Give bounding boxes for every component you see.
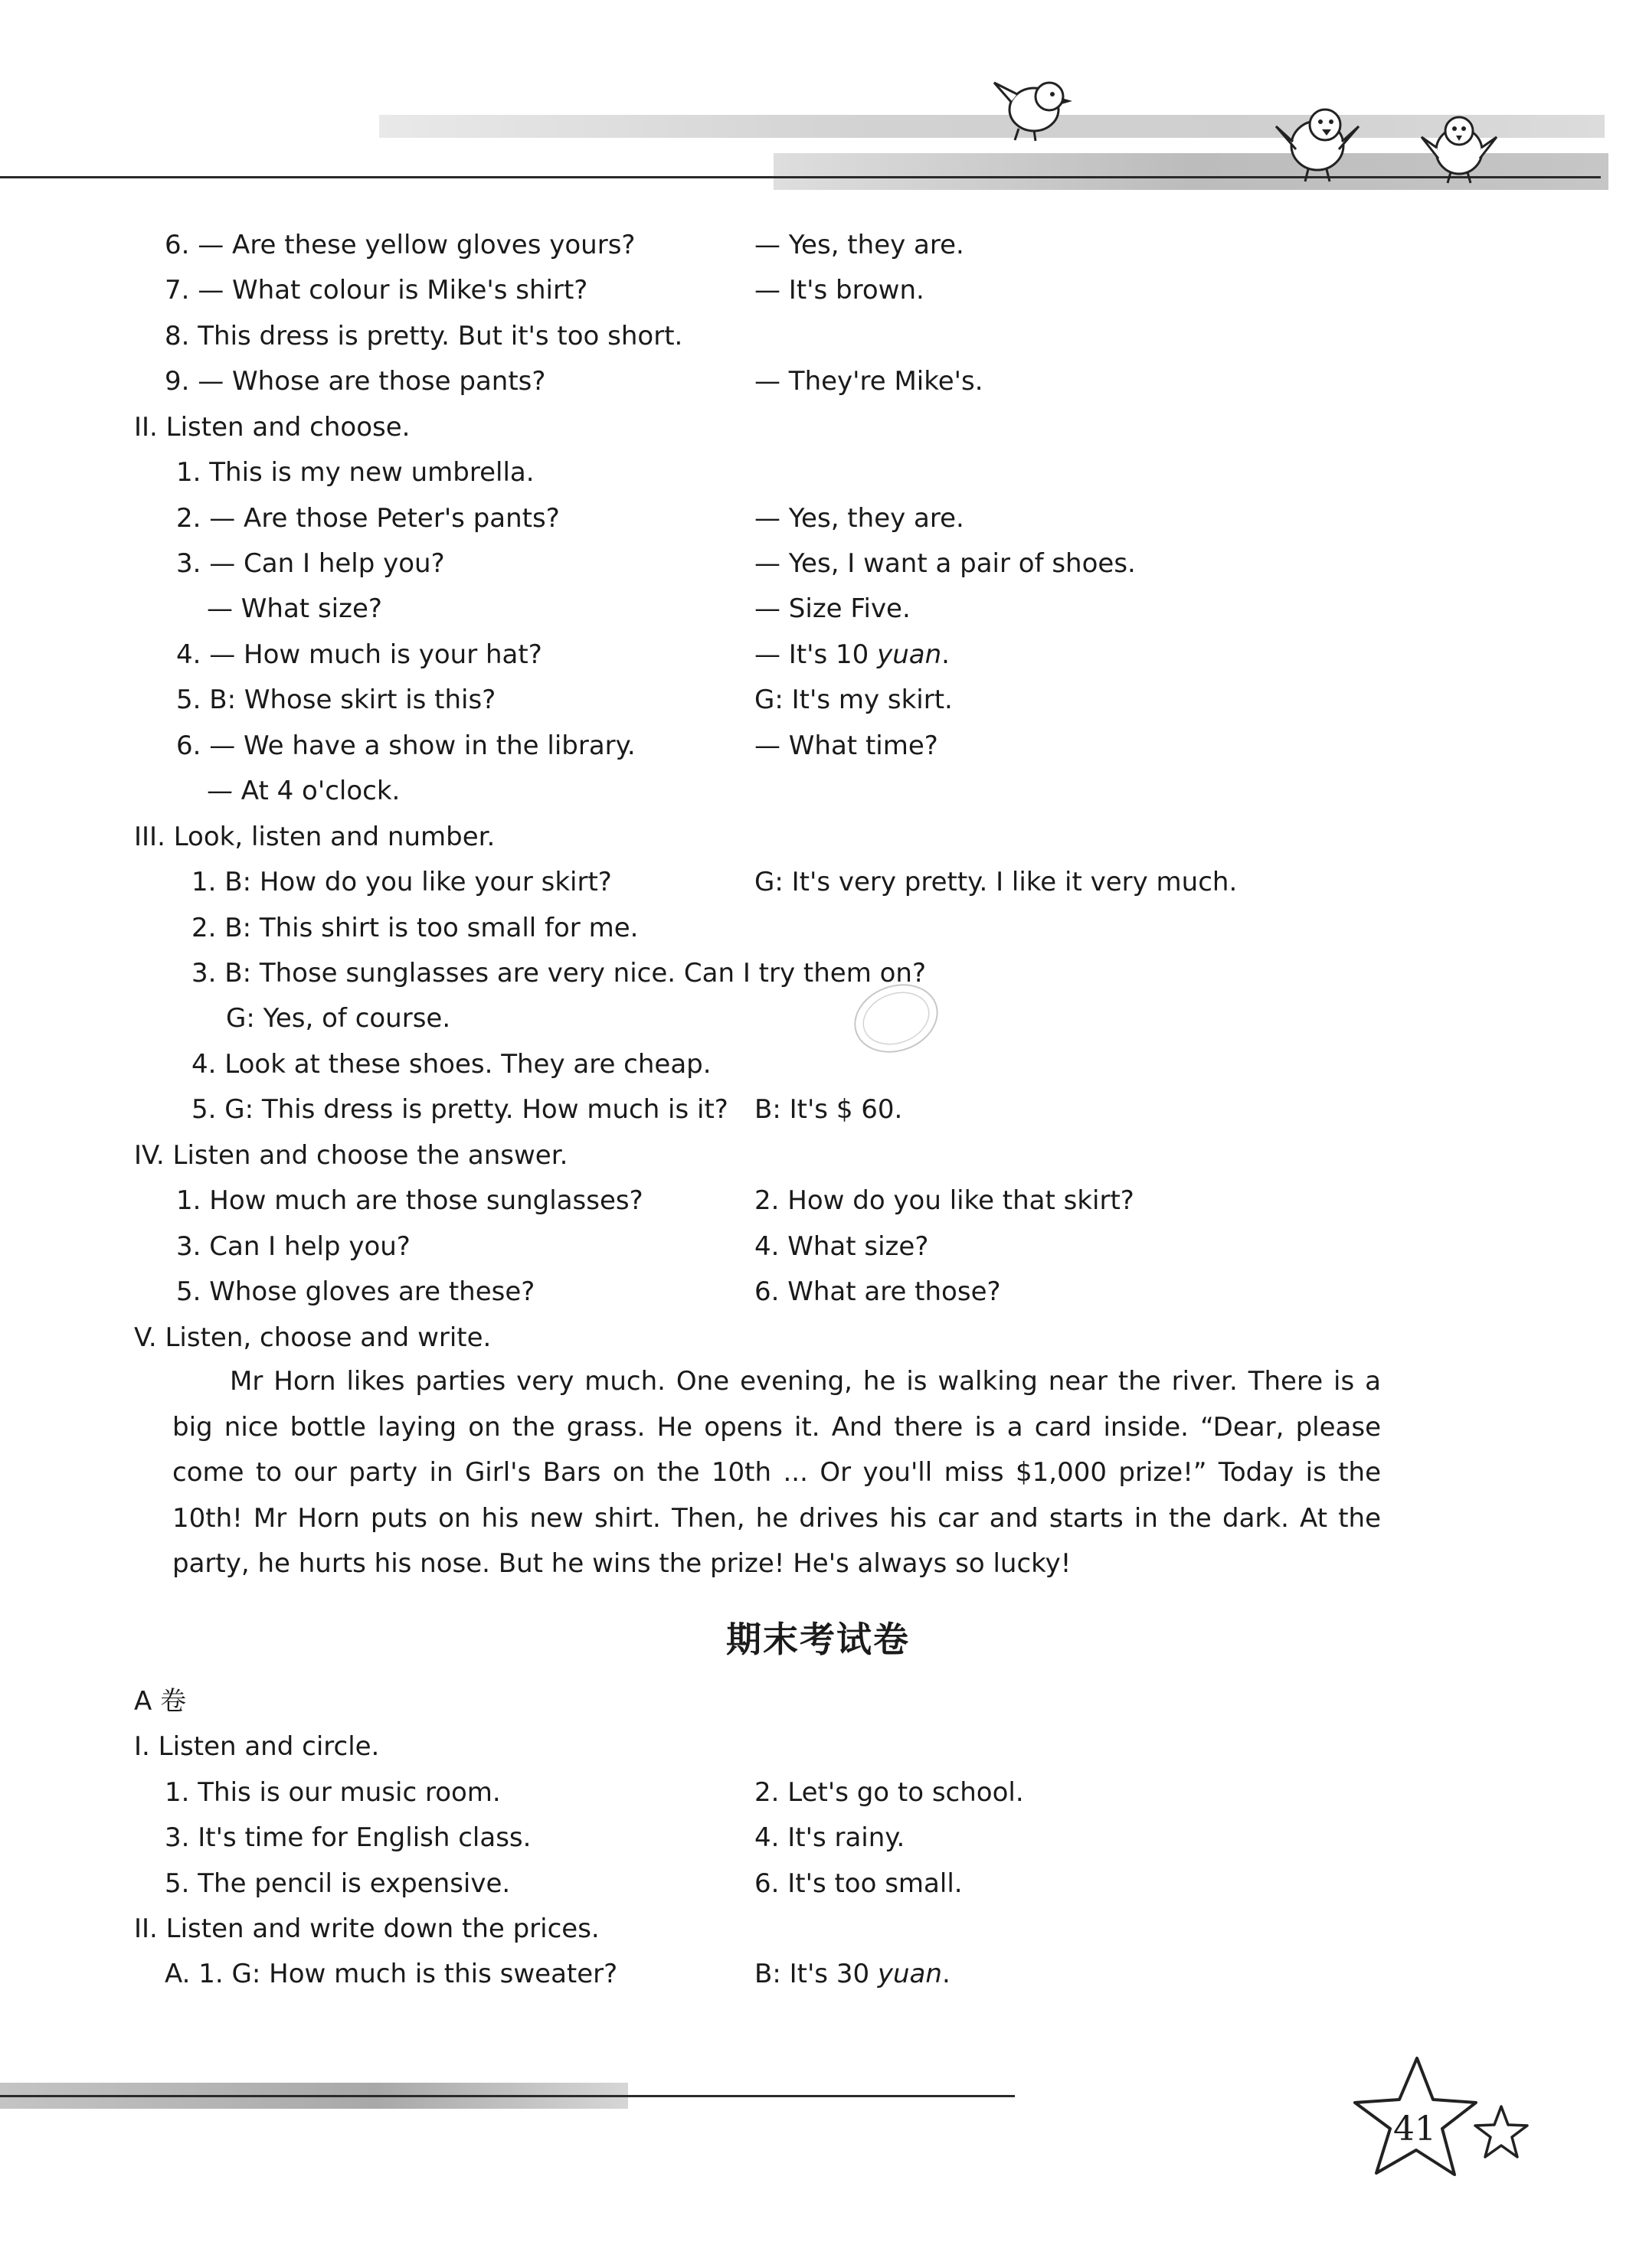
section-heading: I. Listen and circle. [134,1731,380,1762]
answer-text: — It's 10 [754,639,878,670]
footer-rule [0,2095,1015,2097]
list-item: 3. — Can I help you? [176,548,445,579]
list-item: A. 1. G: How much is this sweater? [165,1959,618,1989]
part-label: A 卷 [134,1686,187,1717]
bird-icon [1417,103,1501,188]
answer-tail: . [941,1959,951,1989]
list-item: 5. B: Whose skirt is this? [176,685,496,715]
answer-text: B: It's 30 [754,1959,878,1989]
list-item-answer: — Yes, they are. [754,230,964,260]
list-item: 4. Look at these shoes. They are cheap. [191,1049,712,1080]
list-item: 6. — Are these yellow gloves yours? [165,230,636,260]
list-item: 9. — Whose are those pants? [165,366,546,397]
story-paragraph [172,1359,1381,1587]
list-item: 6. — We have a show in the library. [176,730,636,761]
list-item-answer: — Size Five. [754,593,911,624]
list-item: 5. The pencil is expensive. [165,1868,511,1899]
story-text: Mr Horn likes parties very much. One evening, he is walking near the river. There is a big nice bottle laying on the grass. He opens it. And there is a card inside. “Dear, please come to our party in Girl's Bars on the 10th ... Or you'll miss $1,000 prize!” Today is the 10th! Mr Horn puts on his new shirt. Then, he drives his car and starts in the dark. At the party, he hurts his nose. But he wins the prize! He's always so lucky! [172,1366,1381,1579]
watermark-stamp [846,969,946,1068]
list-item: 2. How do you like that skirt? [754,1185,1134,1216]
exam-title: 期末考试卷 [726,1619,910,1660]
list-item-answer: — It's brown. [754,275,924,306]
list-item-answer: G: It's my skirt. [754,685,953,715]
section-heading: IV. Listen and choose the answer. [134,1140,568,1171]
list-item: — At 4 o'clock. [207,776,401,806]
list-item: 4. — How much is your hat? [176,639,542,670]
list-item: 7. — What colour is Mike's shirt? [165,275,588,306]
list-item-answer: — Yes, I want a pair of shoes. [754,548,1136,579]
list-item-answer: — What time? [754,730,938,761]
section-heading: V. Listen, choose and write. [134,1322,492,1353]
list-item-answer: G: It's very pretty. I like it very much. [754,867,1238,897]
list-item-answer: B: It's $ 60. [754,1094,903,1125]
list-item: 1. How much are those sunglasses? [176,1185,643,1216]
section-heading: II. Listen and choose. [134,412,411,443]
list-item: 6. What are those? [754,1276,1001,1307]
page-number: 41 [1393,2110,1436,2149]
list-item: 6. It's too small. [754,1868,963,1899]
star-icon [1471,2102,1532,2163]
list-item: 4. What size? [754,1231,929,1262]
list-item-answer [754,1957,951,1991]
list-item: 1. B: How do you like your skirt? [191,867,612,897]
list-item: 3. B: Those sunglasses are very nice. Can I try them on? [191,958,927,989]
section-heading: II. Listen and write down the prices. [134,1913,600,1944]
list-item-answer: — Yes, they are. [754,503,964,534]
list-item: 1. This is my new umbrella. [176,457,535,488]
answer-unit: yuan [877,1959,942,1989]
list-item-answer [754,638,950,672]
list-item: 3. Can I help you? [176,1231,411,1262]
answer-unit: yuan [877,639,942,670]
list-item: 2. B: This shirt is too small for me. [191,913,639,943]
list-item: 8. This dress is pretty. But it's too short. [165,321,683,351]
list-item-answer: — They're Mike's. [754,366,983,397]
list-item: 1. This is our music room. [165,1777,501,1808]
bird-icon [988,67,1088,144]
list-item: G: Yes, of course. [226,1003,451,1034]
list-item: 4. It's rainy. [754,1822,905,1853]
section-heading: III. Look, listen and number. [134,822,496,852]
list-item: 3. It's time for English class. [165,1822,532,1853]
list-item: — What size? [207,593,382,624]
bird-icon [1271,96,1363,188]
list-item: 5. G: This dress is pretty. How much is it? [191,1094,728,1125]
list-item: 5. Whose gloves are these? [176,1276,535,1307]
list-item: 2. — Are those Peter's pants? [176,503,560,534]
list-item: 2. Let's go to school. [754,1777,1024,1808]
answer-tail: . [941,639,950,670]
